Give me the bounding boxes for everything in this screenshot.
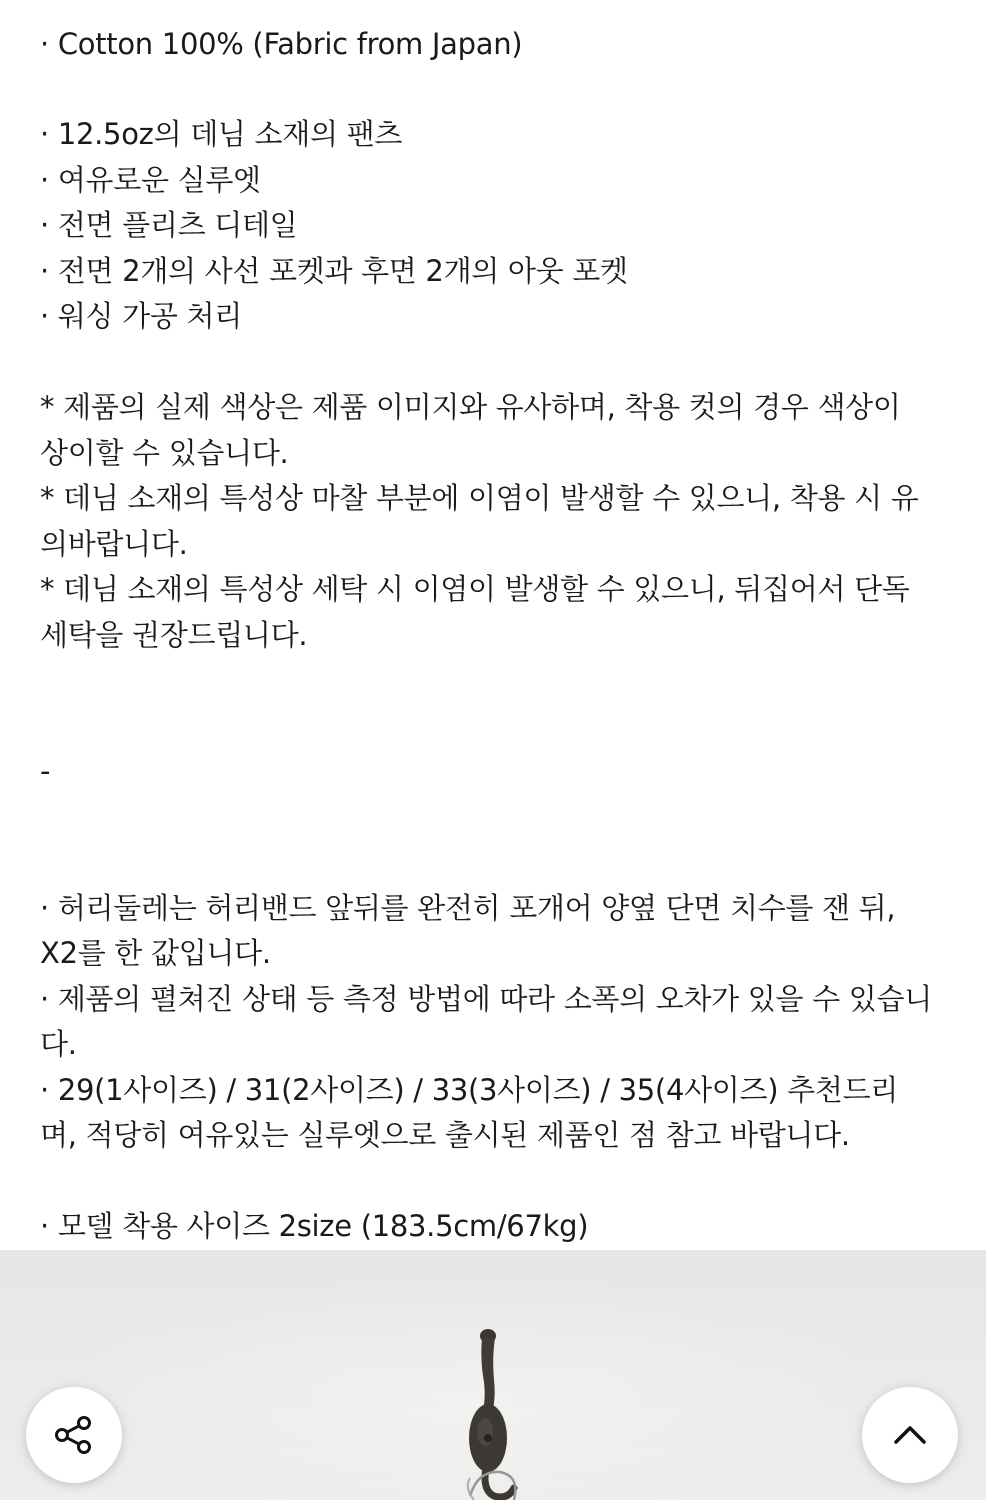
notice-line: * 데님 소재의 특성상 세탁 시 이염이 발생할 수 있으니, 뒤집어서 단독: [40, 572, 910, 606]
scroll-to-top-button[interactable]: [862, 1387, 958, 1483]
share-icon: [50, 1411, 98, 1459]
wall-hook-illustration: [430, 1320, 550, 1500]
size-line: 다.: [40, 1027, 77, 1061]
notice-line: 세탁을 권장드립니다.: [40, 618, 308, 652]
size-line: · 허리둘레는 허리밴드 앞뒤를 완전히 포개어 양옆 단면 치수를 잰 뒤,: [40, 891, 896, 925]
desc-line: · 전면 플리츠 디테일: [40, 208, 298, 242]
chevron-up-icon: [890, 1415, 930, 1455]
size-line: X2를 한 값입니다.: [40, 936, 271, 970]
notice-line: * 제품의 실제 색상은 제품 이미지와 유사하며, 착용 컷의 경우 색상이: [40, 390, 901, 424]
section-separator: -: [40, 754, 51, 788]
size-line: 며, 적당히 여유있는 실루엣으로 출시된 제품인 점 참고 바랍니다.: [40, 1118, 850, 1152]
product-photo: [0, 1250, 986, 1500]
model-size-line: · 모델 착용 사이즈 2size (183.5cm/67kg): [40, 1209, 589, 1243]
desc-line: · 워싱 가공 처리: [40, 299, 242, 333]
size-line: · 29(1사이즈) / 31(2사이즈) / 33(3사이즈) / 35(4사이즈) 추천드리: [40, 1073, 899, 1107]
size-line: · 제품의 펼쳐진 상태 등 측정 방법에 따라 소폭의 오차가 있을 수 있습니: [40, 982, 932, 1016]
notice-line: 의바랍니다.: [40, 527, 188, 561]
share-button[interactable]: [26, 1387, 122, 1483]
desc-line: · Cotton 100% (Fabric from Japan): [40, 27, 523, 61]
notice-line: 상이할 수 있습니다.: [40, 436, 289, 470]
desc-line: · 전면 2개의 사선 포켓과 후면 2개의 아웃 포켓: [40, 254, 628, 288]
desc-line: · 여유로운 실루엣: [40, 163, 261, 197]
desc-line: · 12.5oz의 데님 소재의 팬츠: [40, 117, 403, 151]
notice-line: * 데님 소재의 특성상 마찰 부분에 이염이 발생할 수 있으니, 착용 시 유: [40, 481, 919, 515]
